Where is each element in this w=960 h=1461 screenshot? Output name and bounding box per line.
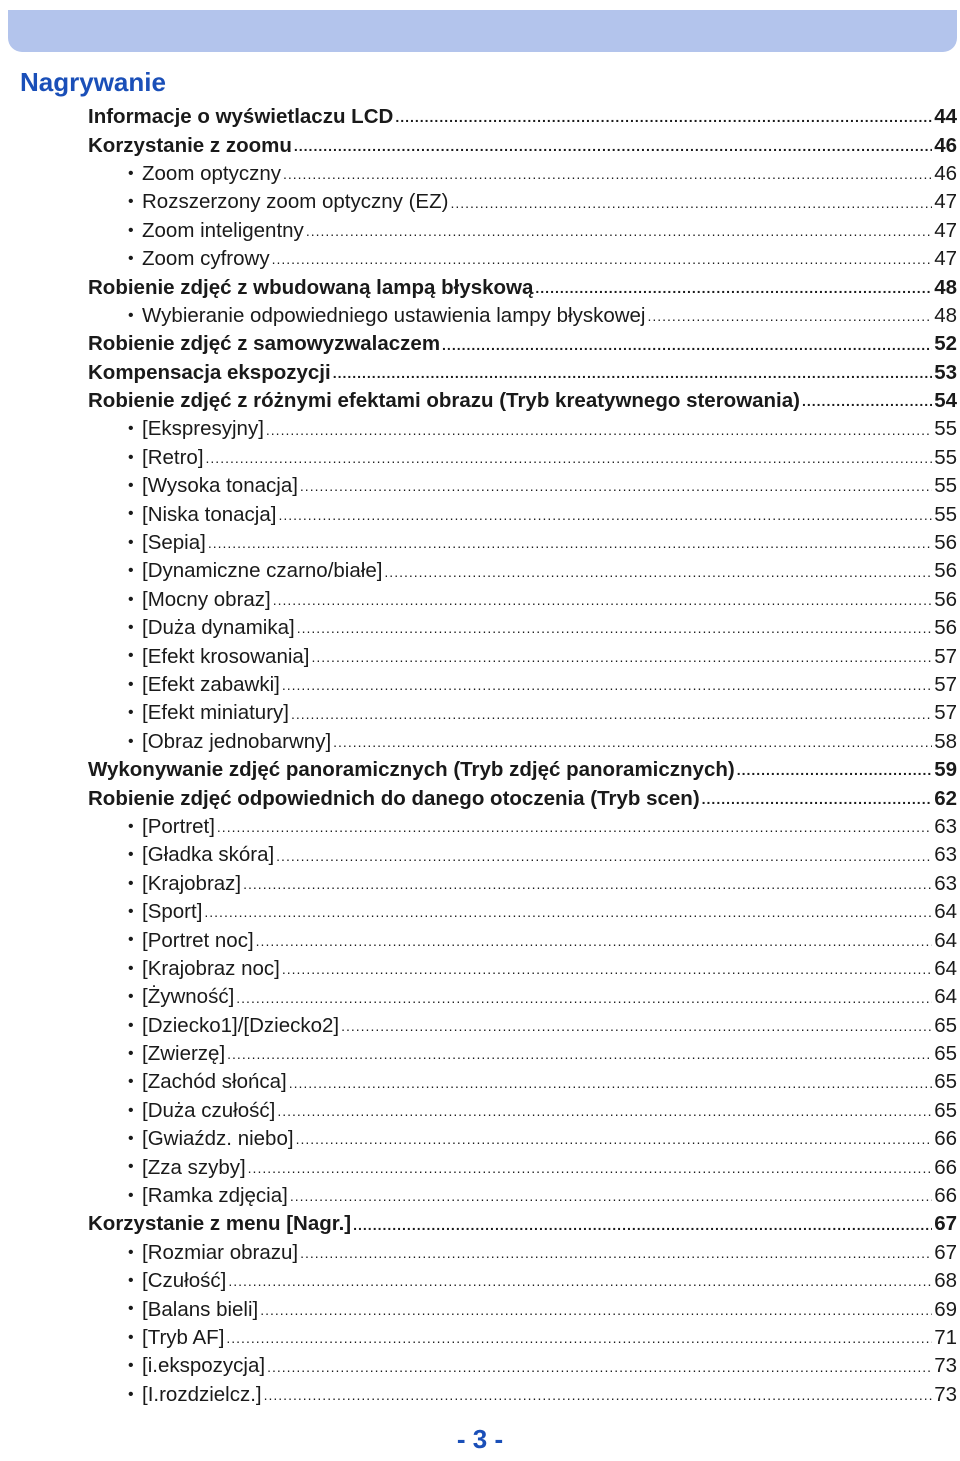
bullet-icon: • <box>128 732 134 750</box>
toc-entry-label: [Czułość] <box>142 1269 227 1293</box>
toc-subentry[interactable] <box>88 983 957 1011</box>
toc-entry-label: [i.ekspozycja] <box>142 1354 266 1378</box>
toc-entry[interactable] <box>88 784 957 812</box>
dot-leader <box>256 933 933 955</box>
dot-leader <box>333 734 932 756</box>
bullet-icon: • <box>128 193 134 211</box>
toc-subentry[interactable] <box>88 1012 957 1040</box>
toc-page-number: 63 <box>934 814 957 838</box>
toc-entry-label: Kompensacja ekspozycji <box>88 360 331 384</box>
toc-entry-label: [Sport] <box>142 900 203 924</box>
bullet-icon: • <box>128 1158 134 1176</box>
toc-page-number: 73 <box>934 1354 957 1378</box>
page-number: - 3 - <box>456 1424 504 1454</box>
toc-subentry[interactable] <box>88 841 957 869</box>
toc-subentry[interactable] <box>88 1381 957 1409</box>
toc-entry-label: Robienie zdjęć z wbudowaną lampą błyskową <box>88 275 534 299</box>
toc-page-number: 46 <box>934 133 957 157</box>
dot-leader <box>248 1160 933 1182</box>
table-of-contents <box>88 103 957 1409</box>
toc-page-number: 65 <box>934 1013 957 1037</box>
toc-entry-label: Zoom optyczny <box>142 161 281 185</box>
dot-leader <box>300 1245 932 1267</box>
bullet-icon: • <box>128 1044 134 1062</box>
bullet-icon: • <box>128 164 134 182</box>
toc-entry[interactable] <box>88 359 957 387</box>
toc-entry-label: [Niska tonacja] <box>142 502 277 526</box>
toc-subentry[interactable] <box>88 188 957 216</box>
toc-subentry[interactable] <box>88 217 957 245</box>
toc-page-number: 65 <box>934 1042 957 1066</box>
toc-page-number: 58 <box>934 729 957 753</box>
toc-page-number: 67 <box>934 1212 957 1236</box>
dot-leader <box>243 876 932 898</box>
dot-leader <box>702 791 933 813</box>
toc-subentry[interactable] <box>88 245 957 273</box>
toc-subentry[interactable] <box>88 1182 957 1210</box>
dot-leader <box>273 592 932 614</box>
toc-page-number: 56 <box>934 587 957 611</box>
toc-page-number: 63 <box>934 871 957 895</box>
bullet-icon: • <box>128 1300 134 1318</box>
dot-leader <box>384 564 932 586</box>
toc-entry-label: Informacje o wyświetlaczu LCD <box>88 105 394 129</box>
dot-leader <box>236 990 932 1012</box>
toc-entry[interactable] <box>88 1210 957 1238</box>
toc-page-number: 52 <box>934 332 957 356</box>
toc-subentry[interactable] <box>88 870 957 898</box>
bullet-icon: • <box>128 1272 134 1290</box>
bullet-icon: • <box>128 1101 134 1119</box>
toc-entry-label: Wykonywanie zdjęć panoramicznych (Tryb zdjęć panoramicznych) <box>88 758 735 782</box>
toc-entry[interactable] <box>88 273 957 301</box>
toc-subentry[interactable] <box>88 1068 957 1096</box>
toc-page-number: 53 <box>934 360 957 384</box>
toc-page-number: 48 <box>934 275 957 299</box>
toc-page-number: 63 <box>934 843 957 867</box>
toc-subentry[interactable] <box>88 160 957 188</box>
toc-entry-label: [Portret noc] <box>142 928 254 952</box>
bullet-icon: • <box>128 1016 134 1034</box>
toc-subentry[interactable] <box>88 415 957 443</box>
bullet-icon: • <box>128 562 134 580</box>
toc-page-number: 56 <box>934 616 957 640</box>
toc-entry-label: [Rozmiar obrazu] <box>142 1240 299 1264</box>
toc-entry-label: Zoom cyfrowy <box>142 247 270 271</box>
toc-entry-label: [Krajobraz] <box>142 871 242 895</box>
bullet-icon: • <box>128 590 134 608</box>
dot-leader <box>535 280 932 302</box>
toc-entry-label: [Efekt krosowania] <box>142 644 310 668</box>
dot-leader <box>353 1217 932 1239</box>
toc-page-number: 66 <box>934 1155 957 1179</box>
toc-page-number: 57 <box>934 644 957 668</box>
toc-page-number: 66 <box>934 1127 957 1151</box>
toc-entry-label: [Mocny obraz] <box>142 587 271 611</box>
toc-subentry[interactable] <box>88 1295 957 1323</box>
toc-entry-label: Zoom inteligentny <box>142 218 304 242</box>
toc-subentry[interactable] <box>88 955 957 983</box>
bullet-icon: • <box>128 477 134 495</box>
toc-subentry[interactable] <box>88 1239 957 1267</box>
dot-leader <box>272 251 933 273</box>
toc-entry-label: [I.rozdzielcz.] <box>142 1382 262 1406</box>
toc-page-number: 55 <box>934 417 957 441</box>
toc-subentry[interactable] <box>88 728 957 756</box>
toc-entry-label: [Zwierzę] <box>142 1042 226 1066</box>
toc-subentry[interactable] <box>88 500 957 528</box>
dot-leader <box>226 1330 932 1352</box>
toc-subentry[interactable] <box>88 1324 957 1352</box>
bullet-icon: • <box>128 647 134 665</box>
toc-entry-label: [Ramka zdjęcia] <box>142 1184 288 1208</box>
toc-entry-label: [Obraz jednobarwny] <box>142 729 332 753</box>
toc-entry-label: [Tryb AF] <box>142 1325 225 1349</box>
bullet-icon: • <box>128 1357 134 1375</box>
dot-leader <box>283 166 932 188</box>
toc-subentry[interactable] <box>88 1153 957 1181</box>
toc-page-number: 64 <box>934 900 957 924</box>
toc-page-number: 47 <box>934 218 957 242</box>
toc-page-number: 59 <box>934 758 957 782</box>
bullet-icon: • <box>128 448 134 466</box>
toc-page-number: 69 <box>934 1297 957 1321</box>
toc-entry-label: [Balans bieli] <box>142 1297 259 1321</box>
toc-entry-label: Wybieranie odpowiedniego ustawienia lampy błyskowej <box>142 303 646 327</box>
dot-leader <box>217 819 932 841</box>
dot-leader <box>278 507 932 529</box>
toc-subentry[interactable] <box>88 586 957 614</box>
dot-leader <box>267 1359 932 1381</box>
toc-entry[interactable] <box>88 131 957 159</box>
dot-leader <box>442 337 932 359</box>
dot-leader <box>228 1273 932 1295</box>
toc-subentry[interactable] <box>88 813 957 841</box>
bullet-icon: • <box>128 846 134 864</box>
dot-leader <box>290 1188 932 1210</box>
dot-leader <box>266 422 932 444</box>
bullet-icon: • <box>128 1385 134 1403</box>
toc-subentry[interactable] <box>88 1352 957 1380</box>
bullet-icon: • <box>128 817 134 835</box>
bullet-icon: • <box>128 675 134 693</box>
bullet-icon: • <box>128 505 134 523</box>
toc-entry-label: Rozszerzony zoom optyczny (EZ) <box>142 190 449 214</box>
toc-page-number: 67 <box>934 1240 957 1264</box>
toc-subentry[interactable] <box>88 1267 957 1295</box>
toc-page-number: 62 <box>934 786 957 810</box>
toc-entry-label: [Portret] <box>142 814 215 838</box>
toc-entry[interactable] <box>88 330 957 358</box>
toc-page-number: 55 <box>934 474 957 498</box>
dot-leader <box>300 478 932 500</box>
toc-subentry[interactable] <box>88 1040 957 1068</box>
toc-page-number: 46 <box>934 161 957 185</box>
dot-leader <box>282 677 932 699</box>
toc-entry-label: [Sepia] <box>142 531 206 555</box>
dot-leader <box>291 706 932 728</box>
dot-leader <box>204 904 932 926</box>
toc-subentry[interactable] <box>88 529 957 557</box>
toc-page-number: 56 <box>934 531 957 555</box>
bullet-icon: • <box>128 704 134 722</box>
toc-entry-label: [Duża czułość] <box>142 1098 276 1122</box>
dot-leader <box>289 1075 932 1097</box>
dot-leader <box>294 138 932 160</box>
toc-page-number: 73 <box>934 1382 957 1406</box>
bullet-icon: • <box>128 221 134 239</box>
toc-page-number: 65 <box>934 1098 957 1122</box>
bullet-icon: • <box>128 1186 134 1204</box>
toc-entry[interactable] <box>88 756 957 784</box>
dot-leader <box>450 195 932 217</box>
toc-page-number: 64 <box>934 956 957 980</box>
bullet-icon: • <box>128 420 134 438</box>
toc-entry-label: [Krajobraz noc] <box>142 956 280 980</box>
toc-entry-label: [Dynamiczne czarno/białe] <box>142 559 383 583</box>
toc-subentry[interactable] <box>88 472 957 500</box>
bullet-icon: • <box>128 306 134 324</box>
dot-leader <box>260 1302 932 1324</box>
bullet-icon: • <box>128 988 134 1006</box>
bullet-icon: • <box>128 1328 134 1346</box>
dot-leader <box>282 961 932 983</box>
toc-subentry[interactable] <box>88 642 957 670</box>
bullet-icon: • <box>128 249 134 267</box>
toc-subentry[interactable] <box>88 1097 957 1125</box>
dot-leader <box>647 308 932 330</box>
dot-leader <box>341 1018 932 1040</box>
toc-page-number: 57 <box>934 673 957 696</box>
toc-subentry[interactable] <box>88 1125 957 1153</box>
toc-subentry[interactable] <box>88 699 957 727</box>
toc-entry-label: Robienie zdjęć z różnymi efektami obrazu (Tryb kreatywnego sterowania) <box>88 389 800 413</box>
toc-page-number: 56 <box>934 559 957 583</box>
toc-entry[interactable] <box>88 387 957 415</box>
toc-entry-label: Korzystanie z zoomu <box>88 133 292 157</box>
dot-leader <box>312 649 933 671</box>
dot-leader <box>206 450 933 472</box>
dot-leader <box>227 1046 932 1068</box>
dot-leader <box>277 1103 932 1125</box>
bullet-icon: • <box>128 931 134 949</box>
toc-page-number: 68 <box>934 1269 957 1293</box>
toc-page-number: 64 <box>934 985 957 1009</box>
toc-entry-label: Robienie zdjęć odpowiednich do danego otoczenia (Tryb scen) <box>88 786 700 810</box>
toc-page-number: 47 <box>934 247 957 271</box>
toc-entry-label: [Zza szyby] <box>142 1155 246 1179</box>
dot-leader <box>276 848 932 870</box>
toc-entry-label: [Gwiaźdz. niebo] <box>142 1127 294 1151</box>
toc-subentry[interactable] <box>88 444 957 472</box>
bullet-icon: • <box>128 1130 134 1148</box>
bullet-icon: • <box>128 619 134 637</box>
toc-page-number: 64 <box>934 928 957 952</box>
toc-entry-label: [Zachód słońca] <box>142 1070 287 1094</box>
bullet-icon: • <box>128 959 134 977</box>
bullet-icon: • <box>128 1073 134 1091</box>
toc-subentry[interactable] <box>88 671 957 699</box>
toc-entry-label: [Wysoka tonacja] <box>142 474 298 498</box>
toc-entry-label: [Ekspresyjny] <box>142 417 264 441</box>
header-bar <box>8 10 957 52</box>
dot-leader <box>395 109 932 131</box>
toc-subentry[interactable] <box>88 614 957 642</box>
toc-page-number: 57 <box>934 701 957 725</box>
toc-entry-label: [Retro] <box>142 445 204 469</box>
bullet-icon: • <box>128 1243 134 1261</box>
toc-entry-label: [Gładka skóra] <box>142 843 275 867</box>
bullet-icon: • <box>128 533 134 551</box>
toc-page-number: 55 <box>934 445 957 469</box>
toc-entry-label: [Efekt zabawki] <box>142 673 280 696</box>
dot-leader <box>296 1131 933 1153</box>
toc-page-number: 44 <box>934 105 957 129</box>
bullet-icon: • <box>128 902 134 920</box>
section-title: Nagrywanie <box>20 67 166 97</box>
toc-entry-label: [Żywność] <box>142 985 235 1009</box>
toc-entry-label: [Dziecko1]/[Dziecko2] <box>142 1013 340 1037</box>
toc-entry-label: [Duża dynamika] <box>142 616 295 640</box>
toc-subentry[interactable] <box>88 898 957 926</box>
toc-page-number: 71 <box>934 1325 957 1349</box>
dot-leader <box>208 535 932 557</box>
dot-leader <box>297 620 933 642</box>
toc-entry-label: Korzystanie z menu [Nagr.] <box>88 1212 352 1236</box>
toc-subentry[interactable] <box>88 926 957 954</box>
toc-entry[interactable] <box>88 103 957 131</box>
toc-page-number: 47 <box>934 190 957 214</box>
toc-page-number: 65 <box>934 1070 957 1094</box>
toc-entry-label: Robienie zdjęć z samowyzwalaczem <box>88 332 441 356</box>
dot-leader <box>333 365 933 387</box>
toc-page-number: 48 <box>934 303 957 327</box>
toc-subentry[interactable] <box>88 302 957 330</box>
dot-leader <box>264 1387 933 1409</box>
bullet-icon: • <box>128 874 134 892</box>
dot-leader <box>306 223 932 245</box>
dot-leader <box>737 762 932 784</box>
toc-page-number: 66 <box>934 1184 957 1208</box>
toc-page-number: 55 <box>934 502 957 526</box>
toc-entry-label: [Efekt miniatury] <box>142 701 289 725</box>
dot-leader <box>802 393 932 415</box>
toc-subentry[interactable] <box>88 557 957 585</box>
toc-page-number: 54 <box>934 389 957 413</box>
